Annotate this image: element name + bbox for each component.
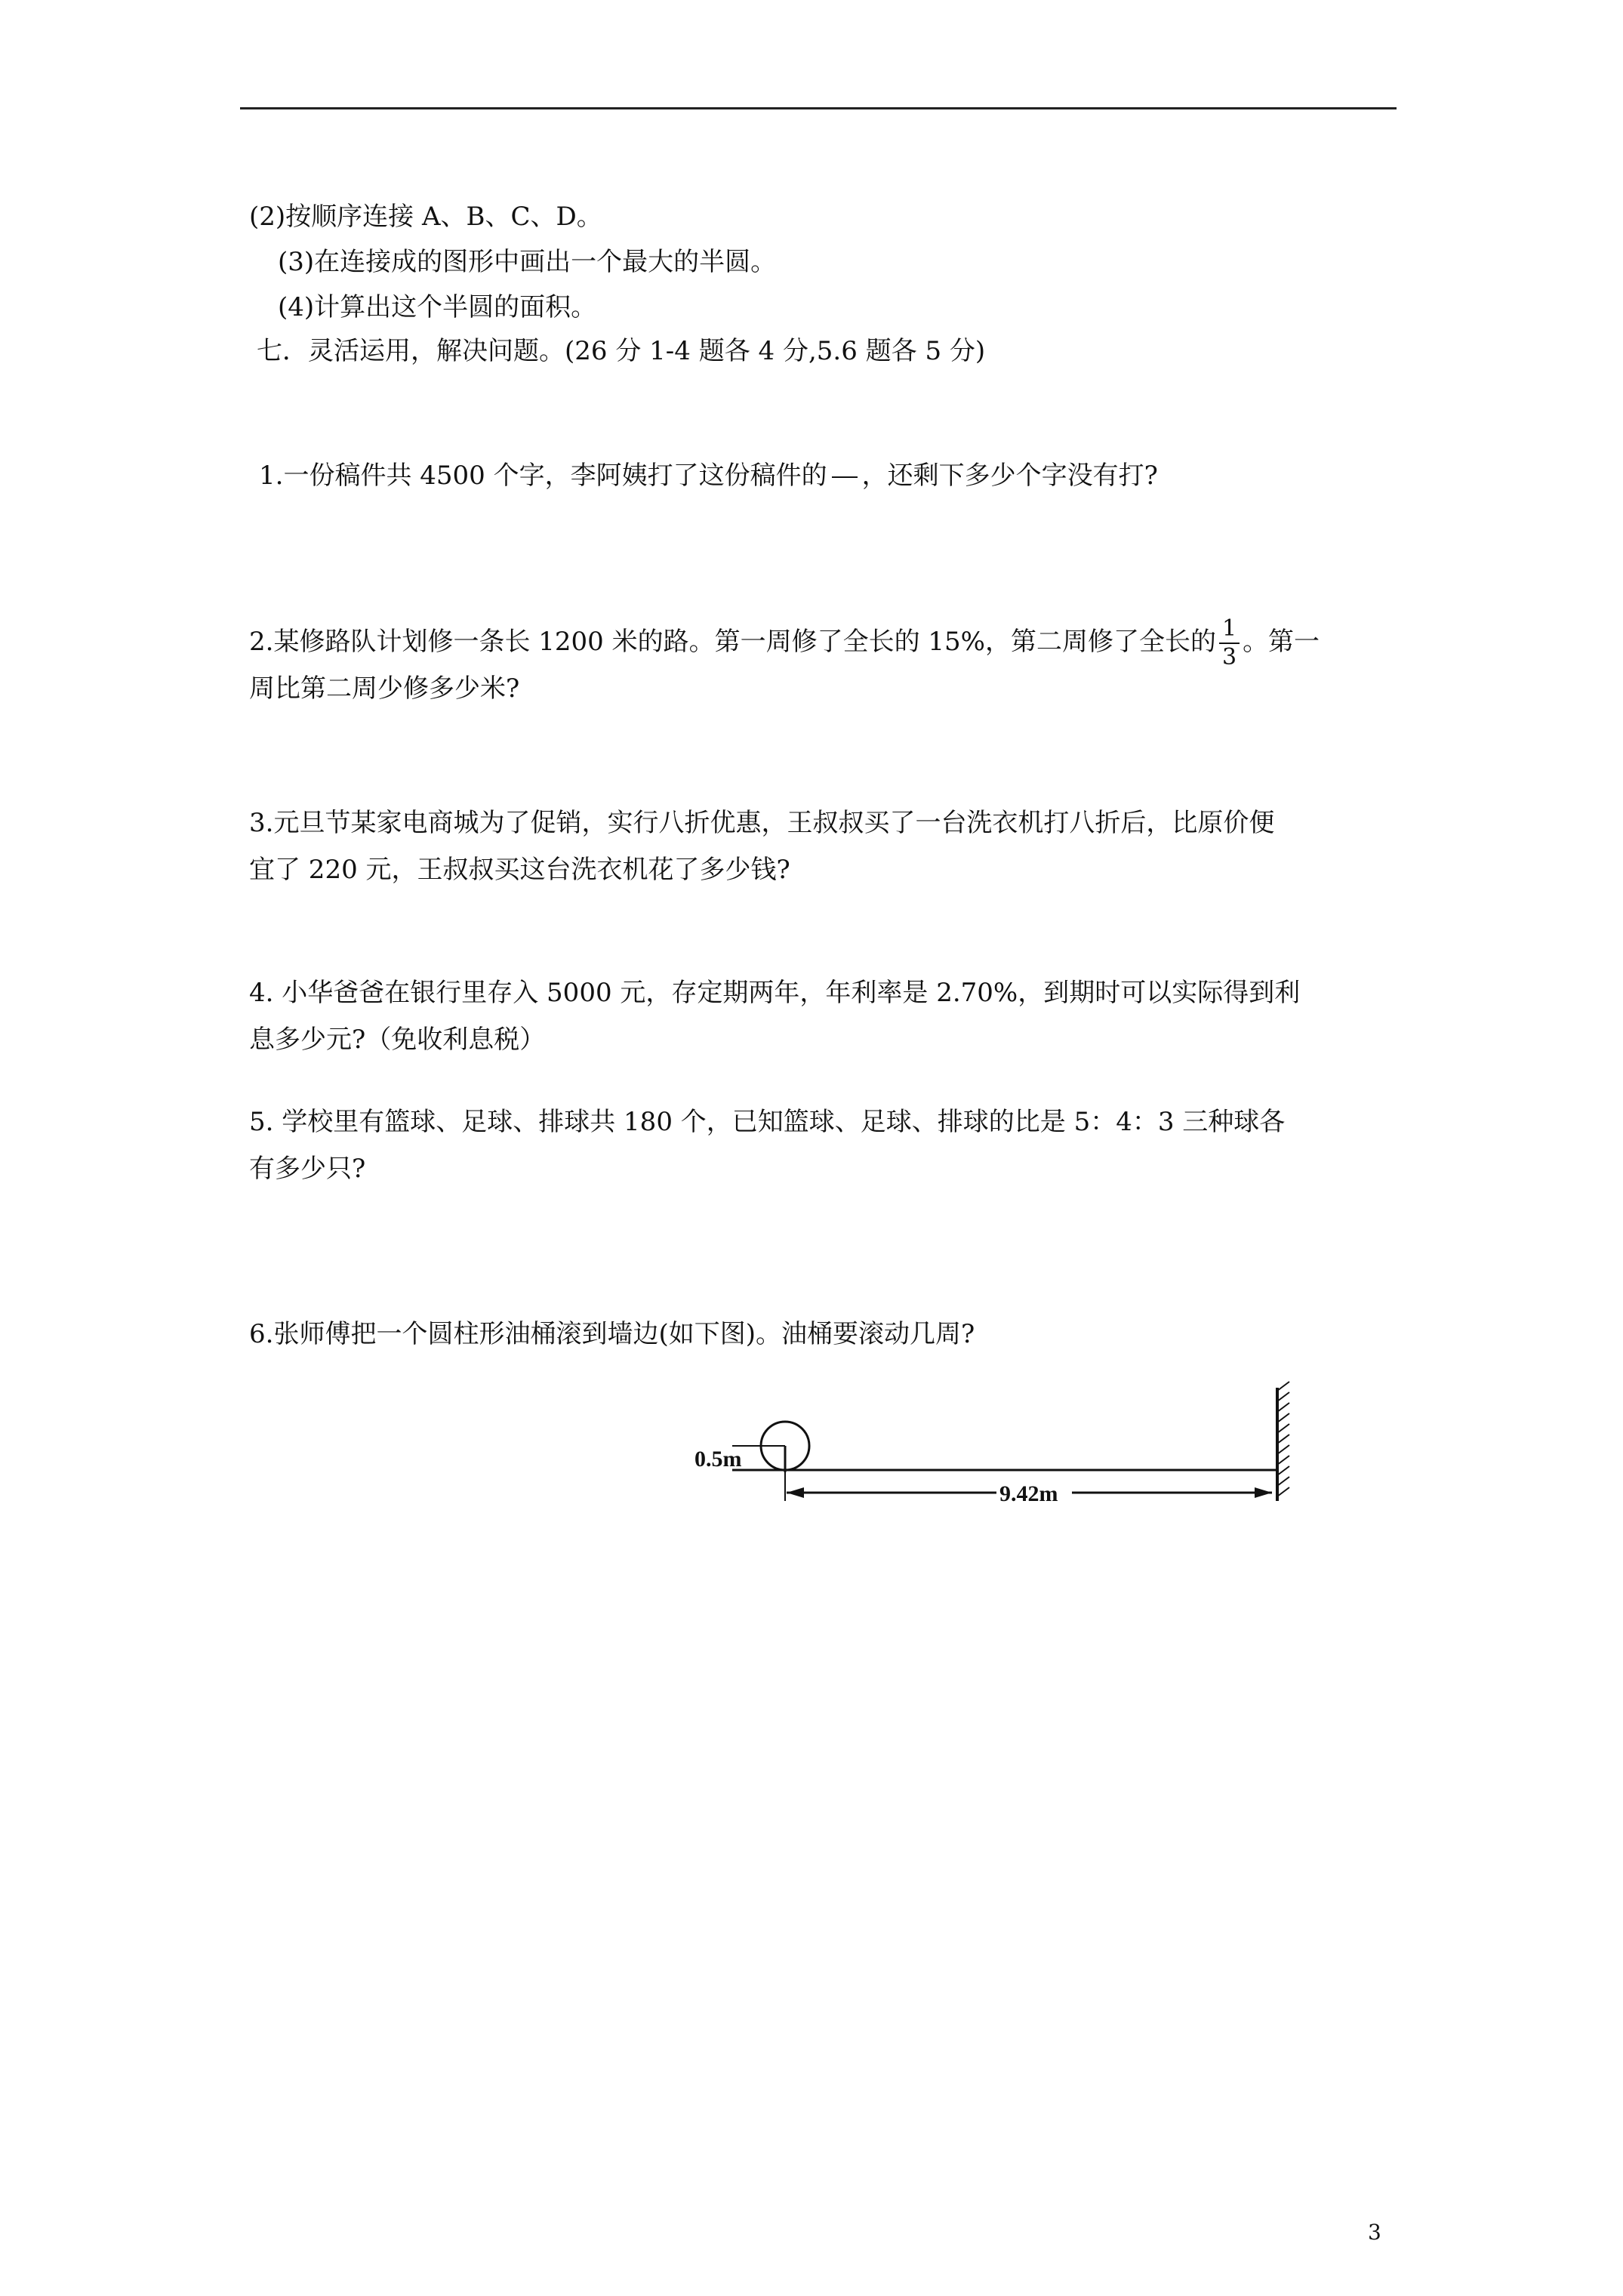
- distance-label: 9.42m: [999, 1481, 1058, 1506]
- radius-label: 0.5m: [694, 1447, 742, 1472]
- question-2-line1: [249, 615, 1320, 671]
- s6-step2: (2)按顺序连接 A、B、C、D。: [249, 202, 602, 232]
- s6-step3: (3)在连接成的图形中画出一个最大的半圆。: [278, 247, 777, 277]
- s6-step4: (4)计算出这个半圆的面积。: [278, 292, 597, 322]
- question-5-line1: 5. 学校里有篮球、足球、排球共 180 个，已知篮球、足球、排球的比是 5：4：3 三种球各: [249, 1107, 1286, 1137]
- question-6: 6.张师傅把一个圆柱形油桶滚到墙边(如下图)。油桶要滚动几周?: [249, 1319, 975, 1349]
- dimension-arrow-left: [787, 1487, 804, 1498]
- oil-drum-diagram: [679, 1374, 1329, 1525]
- q2-fraction: [1219, 615, 1240, 671]
- question-4-line1: 4. 小华爸爸在银行里存入 5000 元，存定期两年，年利率是 2.70%，到期时可以实际得到利: [249, 978, 1301, 1008]
- q1-text-a: 1.一份稿件共 4500 个字，李阿姨打了这份稿件的: [259, 461, 827, 491]
- page-number: 3: [1368, 2220, 1381, 2245]
- question-4-line2: 息多少元?（免收利息税）: [249, 1025, 546, 1055]
- section7-heading: 七．灵活运用，解决问题。(26 分 1-4 题各 4 分,5.6 题各 5 分): [257, 336, 986, 366]
- question-3-line2: 宜了 220 元，王叔叔买这台洗衣机花了多少钱?: [249, 855, 790, 885]
- wall-hatching: [1277, 1382, 1289, 1496]
- q2-fraction-num: 1: [1219, 615, 1240, 644]
- dimension-arrow-right: [1255, 1487, 1272, 1498]
- q2-text-a: 2.某修路队计划修一条长 1200 米的路。第一周修了全长的 15%，第二周修了全长的: [249, 627, 1216, 657]
- q2-text-b: 。第一: [1243, 627, 1320, 657]
- header-rule: [240, 107, 1397, 109]
- q2-fraction-den: 3: [1221, 644, 1237, 670]
- question-2-line2: 周比第二周少修多少米?: [249, 673, 520, 704]
- q1-blank-fraction: [832, 476, 858, 478]
- question-1: [259, 459, 1158, 492]
- question-5-line2: 有多少只?: [249, 1154, 366, 1184]
- question-3-line1: 3.元旦节某家电商城为了促销，实行八折优惠，王叔叔买了一台洗衣机打八折后，比原价便: [249, 808, 1275, 838]
- q1-text-b: ，还剩下多少个字没有打?: [861, 461, 1158, 491]
